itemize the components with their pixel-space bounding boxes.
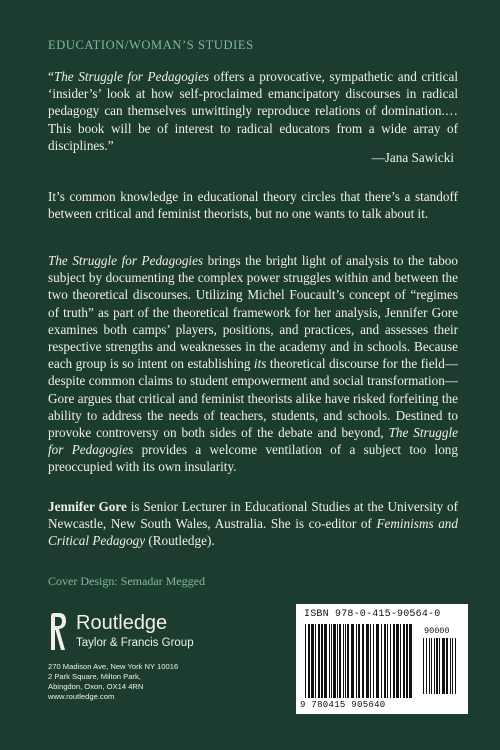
barcode-bar — [409, 624, 412, 698]
category-label: EDUCATION/WOMAN’S STUDIES — [48, 38, 254, 52]
isbn-barcode — [296, 604, 468, 714]
address-line: 270 Madison Ave, New York NY 10016 — [48, 662, 179, 671]
barcode-bar — [345, 624, 346, 698]
price-code: 90000 — [424, 626, 450, 636]
publisher-address — [48, 662, 178, 702]
barcode-bar — [442, 638, 445, 694]
barcode-bar — [370, 624, 371, 698]
barcode-bar — [321, 624, 323, 698]
address-line: www.routledge.com — [48, 692, 115, 701]
barcode-bar — [324, 624, 327, 698]
barcode-digits: 9 780415 905640 — [300, 700, 386, 710]
price-barcode-bars — [422, 638, 460, 694]
barcode-bar — [351, 624, 354, 698]
barcode-bar — [452, 638, 453, 694]
cover-design-credit: Cover Design: Semadar Megged — [48, 574, 205, 588]
barcode-bar — [308, 624, 310, 698]
barcode-bar — [343, 624, 344, 698]
barcode-bar — [434, 638, 435, 694]
quote-attribution: —Jana Sawicki — [371, 150, 454, 165]
intro-paragraph: It’s common knowledge in educational theory circles that there’s a standoff between critical and feminist theorists, but no one wants to talk about it. — [48, 189, 458, 222]
author-name: Jennifer Gore — [48, 499, 127, 514]
quote-text: offers a provocative, sympathetic and critical ‘insider’s’ look at how self-proclaimed emancipatory discourses in radical pedagogy can themselves unwittingly reproduce relations of domination.…This book will be of interest to radical educators from a wide array of disciplines.” — [48, 69, 458, 153]
author-bio: Jennifer Gore is Senior Lecturer in Educational Studies at the University of Newcastle, New South Wales, Australia. She is co-editor of Feminisms and Critical Pedagogy (Routledge). — [48, 499, 458, 549]
barcode-bar — [403, 624, 405, 698]
barcode-bar — [376, 624, 379, 698]
barcode-bar — [400, 624, 401, 698]
barcode-bar — [455, 638, 456, 694]
barcode-bar — [331, 624, 332, 698]
barcode-bar — [337, 624, 338, 698]
publisher-group: Taylor & Francis Group — [76, 637, 194, 649]
endorsement-quote: “The Struggle for Pedagogies offers a provocative, sympathetic and critical ‘insider’s’ look at how self-proclaimed emancipatory discourses in radical pedagogy can themselves unwittingly reproduce relations of domination.…This book will be of interest to radical educators from a wide array of disciplines.” — [48, 69, 458, 153]
barcode-bar — [356, 624, 357, 698]
isbn-label: ISBN 978-0-415-90564-0 — [304, 609, 441, 620]
barcode-bar — [333, 624, 336, 698]
description-book-title: The Struggle for Pedagogies — [48, 253, 204, 268]
barcode-bar — [406, 624, 408, 698]
barcode-bar — [431, 638, 432, 694]
barcode-bar — [305, 624, 306, 698]
barcode-bar — [373, 624, 374, 698]
coedited-book-title: Feminisms and Critical Pedagogy — [48, 516, 458, 549]
barcode-bar — [318, 624, 320, 698]
barcode-bar — [329, 624, 330, 698]
barcode-bar — [358, 624, 360, 698]
barcode-bar — [423, 638, 424, 694]
barcode-bar — [366, 624, 369, 698]
barcode-bar — [436, 638, 438, 694]
barcode-bar — [439, 638, 440, 694]
barcode-bar — [393, 624, 395, 698]
barcode-bar — [347, 624, 349, 698]
barcode-bar — [381, 624, 382, 698]
barcode-bar — [446, 638, 448, 694]
barcode-bar — [390, 624, 391, 698]
barcode-bar — [311, 624, 314, 698]
description-paragraph: The Struggle for Pedagogies brings the bright light of analysis to the taboo subject by documenting the complex power struggles within and between the two theoretical discourses. Utilizing Michel Foucault’s concept of “regimes of truth” as part of the theoretical framework for her analysis, Jennifer Gore examines both camps’ players, positions, and practices, and assesses their respective strengths and weaknesses in the academy and in schools. Because each group is so intent on establishing its theoretical discourse for the field—despite common claims to student empowerment and social transformation—Gore argues that critical and feminist theorists alike have risked forfeiting the ability to address the needs of teachers, students, and schools. Destined to provoke controversy on both sides of the debate and beyond, The Struggle for Pedagogies provides a welcome ventilation of a subject too long preoccupied with its own insularity. — [48, 253, 459, 475]
publisher-name: Routledge — [76, 612, 168, 634]
barcode-bars — [304, 624, 416, 698]
barcode-bar — [362, 624, 364, 698]
barcode-bar — [450, 638, 451, 694]
barcode-bar — [384, 624, 386, 698]
address-line: 2 Park Square, Milton Park, — [48, 672, 141, 681]
barcode-bar — [339, 624, 341, 698]
barcode-bar — [315, 624, 316, 698]
quote-book-title: The Struggle for Pedagogies — [53, 69, 210, 84]
routledge-logo-icon — [48, 612, 68, 652]
barcode-bar — [387, 624, 388, 698]
barcode-bar — [396, 624, 399, 698]
barcode-bar — [429, 638, 430, 694]
address-line: Abingdon, Oxon, OX14 4RN — [48, 682, 144, 691]
barcode-bar — [426, 638, 427, 694]
